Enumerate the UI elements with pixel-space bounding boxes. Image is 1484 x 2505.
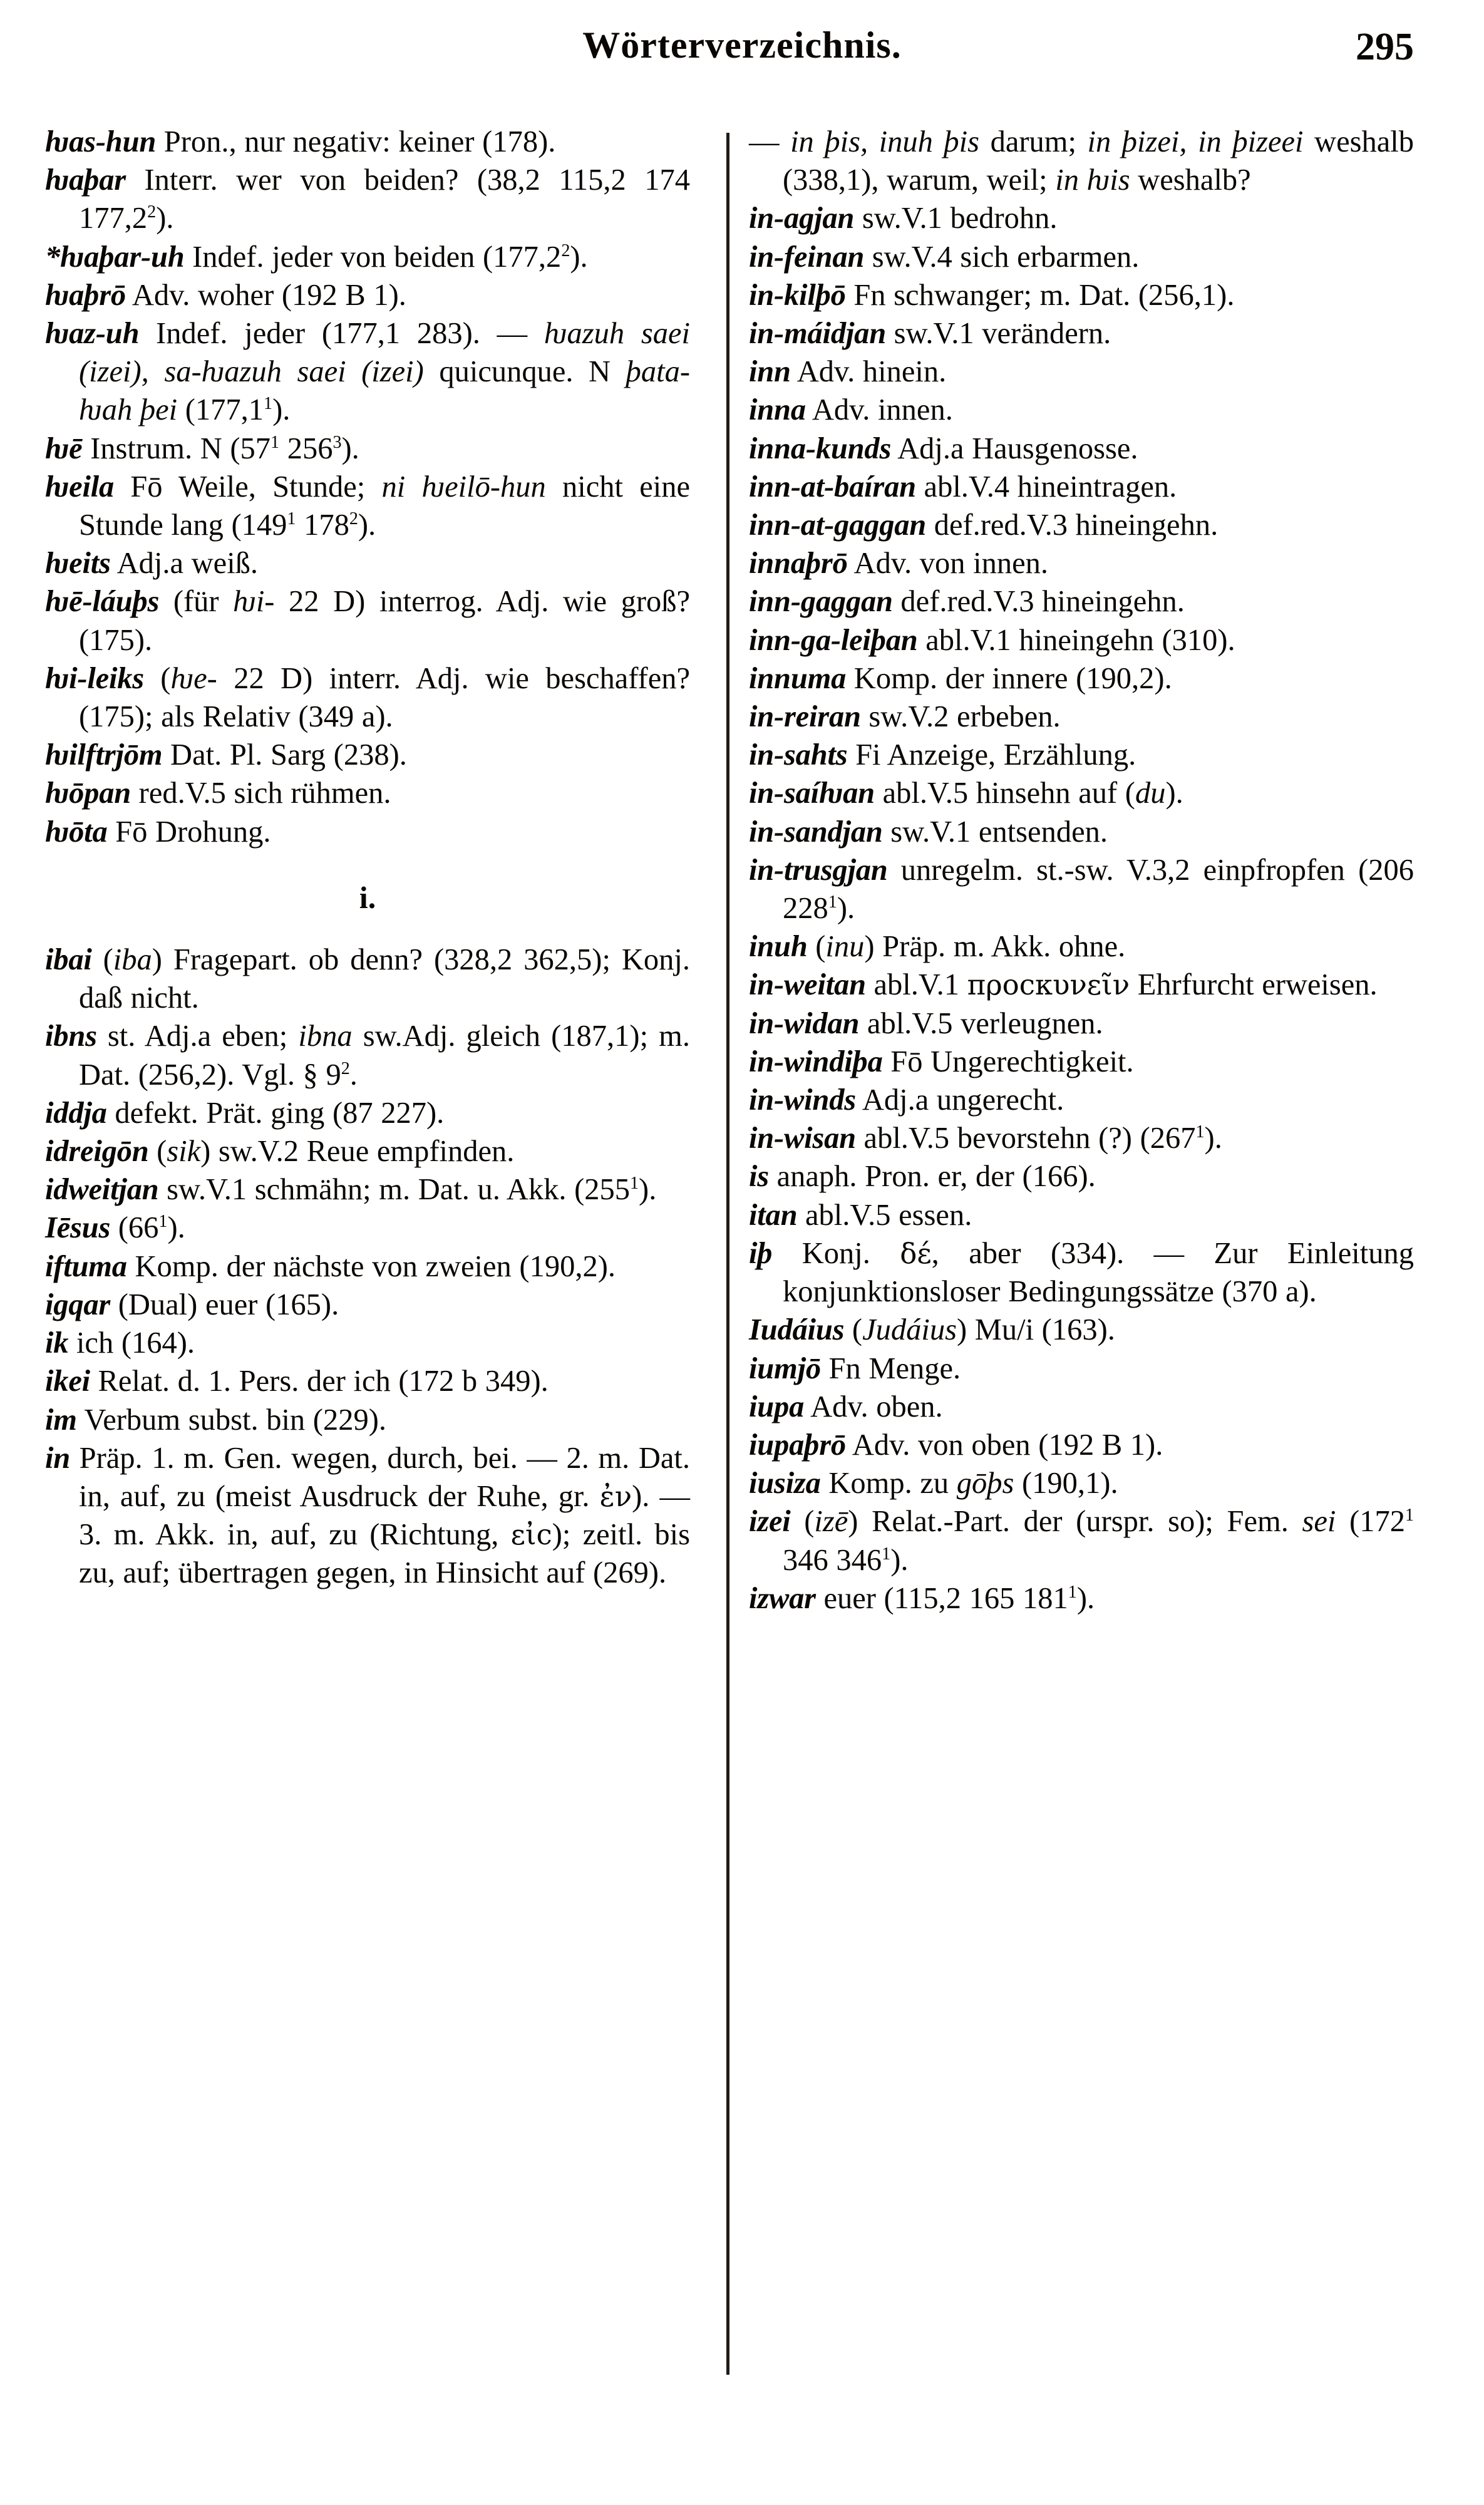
- dictionary-entry: idreigōn (sik) sw.V.2 Reue empfinden.: [45, 1135, 515, 1169]
- dictionary-entry: in-máidjan sw.V.1 verändern.: [749, 317, 1111, 351]
- dictionary-entry: ƕaz-uh Indef. jeder (177,1 283). — ƕazuh saei (izei), sa-ƕazuh saei (izei) quicunque. N þata-ƕah þei (177,1$^1$).: [45, 317, 690, 427]
- dictionary-entry: in-widan abl.V.5 verleugnen.: [749, 1006, 1103, 1040]
- right-entry-list: [749, 123, 1414, 1618]
- dictionary-entry: in-sahts Fi Anzeige, Erzählung.: [749, 738, 1136, 772]
- dictionary-entry: innaþrō Adv. von innen.: [749, 547, 1048, 581]
- running-head: [0, 24, 1484, 93]
- dictionary-entry: in-kilþō Fn schwanger; m. Dat. (256,1).: [749, 278, 1235, 312]
- dictionary-entry: im Verbum subst. bin (229).: [45, 1403, 386, 1437]
- dictionary-entry: is anaph. Pron. er, der (166).: [749, 1160, 1096, 1194]
- column-divider-rule: [726, 133, 729, 2375]
- dictionary-entry: *ƕaþar-uh Indef. jeder von beiden (177,2$^2$).: [45, 240, 588, 274]
- dictionary-entry: inn-gaggan def.red.V.3 hineingehn.: [749, 585, 1185, 619]
- dictionary-entry: inna-kunds Adj.a Hausgenosse.: [749, 431, 1138, 465]
- dictionary-entry: ibai (iba) Fragepart. ob denn? (328,2 362,5); Konj. daß nicht.: [45, 943, 691, 1015]
- dictionary-entry: Iēsus $(66^1)$.: [45, 1211, 185, 1245]
- dictionary-entry: in-agjan sw.V.1 bedrohn.: [749, 202, 1058, 235]
- dictionary-entry: iumjō Fn Menge.: [749, 1351, 961, 1385]
- dictionary-entry: ƕē-láuþs (für ƕi- 22 D) interrog. Adj. wie groß? (175).: [45, 585, 690, 657]
- dictionary-entry: ik ich (164).: [45, 1326, 195, 1360]
- dictionary-entry: innuma Komp. der innere (190,2).: [749, 661, 1172, 695]
- left-entry-list-hv: [45, 123, 690, 851]
- dictionary-entry: izwar euer (115,2 165 $181^1$).: [749, 1581, 1095, 1615]
- dictionary-entry: in-sandjan sw.V.1 entsenden.: [749, 815, 1108, 849]
- dictionary-entry: ƕeits Adj.a weiß.: [45, 547, 259, 581]
- dictionary-entry: ƕas-hun Pron., nur negativ: keiner (178).: [45, 125, 556, 158]
- dictionary-entry: Iudáius (Judáius) Mu/i (163).: [749, 1313, 1115, 1347]
- dictionary-entry: itan abl.V.5 essen.: [749, 1198, 972, 1232]
- dictionary-entry: inn-at-gaggan def.red.V.3 hineingehn.: [749, 509, 1219, 542]
- dictionary-entry: ƕaþrō Adv. woher (192 B 1).: [45, 278, 406, 312]
- dictionary-entry: ƕi-leiks (ƕe- 22 D) interr. Adj. wie beschaffen? (175); als Relativ (349 a).: [45, 661, 690, 734]
- section-heading-i: i.: [359, 879, 376, 915]
- dictionary-entry: idweitjan sw.V.1 schmähn; m. Dat. u. Akk. $(255^1)$.: [45, 1173, 657, 1207]
- dictionary-entry: inn-ga-leiþan abl.V.1 hineingehn (310).: [749, 623, 1235, 657]
- dictionary-entry: ƕē Instrum. N ($57^1$ $256^3$).: [45, 431, 359, 465]
- dictionary-entry: in-winds Adj.a ungerecht.: [749, 1083, 1064, 1117]
- dictionary-entry: izei (izē) Relat.-Part. der (urspr. so); Fem. sei ($172^1$ 346 $346^1$).: [749, 1505, 1414, 1577]
- dictionary-entry: iftuma Komp. der nächste von zweien (190,2).: [45, 1249, 616, 1283]
- dictionary-entry: iupaþrō Adv. von oben (192 B 1).: [749, 1428, 1163, 1462]
- dictionary-entry: igqar (Dual) euer (165).: [45, 1288, 339, 1321]
- dictionary-entry: inn Adv. hinein.: [749, 355, 947, 389]
- folio-number: 295: [1356, 26, 1414, 68]
- dictionary-entry: in Präp. 1. m. Gen. wegen, durch, bei. — 2. m. Dat. in, auf, zu (meist Ausdruck der Ruhe, gr. ἐν). — 3. m. Akk. in, auf, zu (Richtung, εἰc); zeitl. bis zu, auf; übertragen gegen, in Hinsicht auf (269).: [45, 1441, 691, 1590]
- dictionary-entry: — in þis, inuh þis darum; in þizei, in þizeei weshalb (338,1), warum, weil; in ƕis weshalb?: [749, 125, 1414, 197]
- dictionary-entry: ibns st. Adj.a eben; ibna sw.Adj. gleich (187,1); m. Dat. (256,2). Vgl. § $9^2$.: [45, 1020, 690, 1092]
- dictionary-entry: ikei Relat. d. 1. Pers. der ich (172 b 349).: [45, 1365, 549, 1398]
- dictionary-entry: inna Adv. innen.: [749, 393, 953, 427]
- dictionary-entry: ƕōta Fō Drohung.: [45, 815, 271, 849]
- dictionary-entry: inn-at-baíran abl.V.4 hineintragen.: [749, 470, 1177, 504]
- dictionary-entry: in-windiþa Fō Ungerechtigkeit.: [749, 1045, 1134, 1078]
- dictionary-entry: in-weitan abl.V.1 προcκυνεῖν Ehrfurcht erweisen.: [749, 968, 1378, 1002]
- dictionary-entry: iddja defekt. Prät. ging (87 227).: [45, 1096, 445, 1130]
- dictionary-entry: iusiza Komp. zu gōþs (190,1).: [749, 1467, 1118, 1500]
- dictionary-entry: ƕaþar Interr. wer von beiden? (38,2 115,2 174 177,2$^2$).: [45, 163, 690, 235]
- dictionary-entry: in-feinan sw.V.4 sich erbarmen.: [749, 240, 1140, 274]
- dictionary-entry: in-wisan abl.V.5 bevorstehn (?) $(267^1)$.: [749, 1122, 1222, 1155]
- dictionary-entry: in-reiran sw.V.2 erbeben.: [749, 700, 1061, 734]
- dictionary-entry: iþ Konj. δέ, aber (334). — Zur Einleitung konjunktionsloser Bedingungssätze (370 a).: [749, 1236, 1414, 1309]
- dictionary-entry: in-trusgjan unregelm. st.-sw. V.3,2 einpfropfen (206 $228^1$).: [749, 853, 1414, 926]
- left-entry-list-i: [45, 941, 690, 1592]
- dictionary-entry: in-saíƕan abl.V.5 hinsehn auf (du).: [749, 777, 1183, 810]
- dictionary-entry: ƕōpan red.V.5 sich rühmen.: [45, 777, 391, 810]
- dictionary-entry: ƕilftrjōm Dat. Pl. Sarg (238).: [45, 738, 407, 772]
- page-title: Wörterverzeichnis.: [582, 24, 902, 66]
- right-column: [749, 123, 1414, 1618]
- dictionary-entry: iupa Adv. oben.: [749, 1390, 943, 1423]
- dictionary-entry: inuh (inu) Präp. m. Akk. ohne.: [749, 930, 1126, 964]
- left-column: [45, 123, 690, 1593]
- dictionary-entry: ƕeila Fō Weile, Stunde; ni ƕeilō-hun nicht eine Stunde lang ($149^1$ $178^2$).: [45, 470, 690, 542]
